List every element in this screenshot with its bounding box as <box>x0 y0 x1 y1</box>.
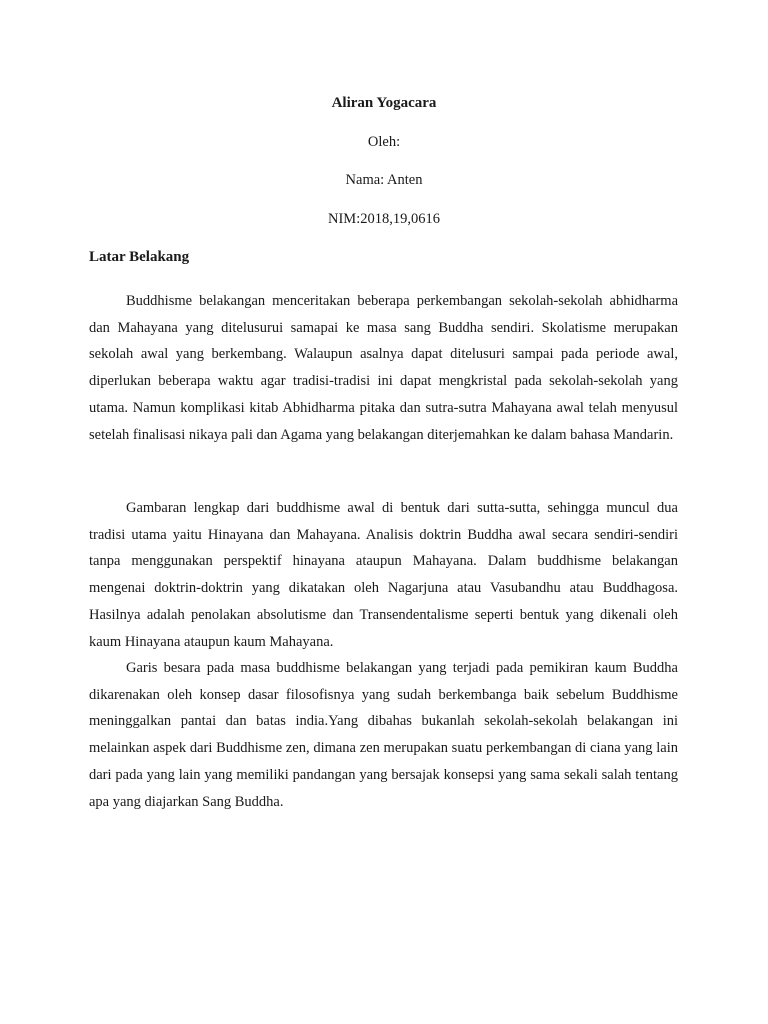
document-title: Aliran Yogacara <box>331 95 437 111</box>
author-name: Nama: Anten <box>345 172 423 188</box>
section-heading: Latar Belakang <box>89 249 190 265</box>
body-paragraph: Buddhisme belakangan menceritakan beberapa perkembangan sekolah-sekolah abhidharma dan Mahayana yang ditelusurui samapai ke masa sang Buddha sendiri. Skolatisme merupakan sekolah awal yang berkembang. Walaupun asalnya dapat ditelusuri sampai pada periode awal, diperlukan beberapa waktu agar tradisi-tradisi ini dapat mengkristal pada sekolah-sekolah yang utama. Namun komplikasi kitab Abhidharma pitaka dan sutra-sutra Mahayana awal telah menyusul setelah finalisasi nikaya pali dan Agama yang belakangan diterjemahkan ke dalam bahasa Mandarin. <box>89 293 678 443</box>
body-paragraph: Gambaran lengkap dari buddhisme awal di bentuk dari sutta-sutta, sehingga muncul dua tradisi utama yaitu Hinayana dan Mahayana. Analisis doktrin Buddha awal secara sendiri-sendiri tanpa menggunakan perspektif hinayana ataupun Mahayana. Dalam buddhisme belakangan mengenai doktrin-doktrin yang dikatakan oleh Nagarjuna atau Vasubandhu atau Buddhagosa. Hasilnya adalah penolakan absolutisme dan Transendentalisme seperti bentuk yang dikenali oleh kaum Hinayana ataupun kaum Mahayana. <box>89 500 678 650</box>
author-label: Oleh: <box>367 134 401 150</box>
author-nim: NIM:2018,19,0616 <box>328 211 440 227</box>
body-paragraph: Garis besara pada masa buddhisme belakangan yang terjadi pada pemikiran kaum Buddha dikarenakan oleh konsep dasar filosofisnya yang sudah berkembanga baik sebelum Buddhisme meninggalkan pantai dan batas india.Yang dibahas bukanlah sekolah-sekolah belakangan ini melainkan aspek dari Buddhisme zen, dimana zen merupakan suatu perkembangan di ciana yang lain dari pada yang lain yang memiliki pandangan yang bersajak konsepsi yang sama sekali salah tentang apa yang diajarkan Sang Buddha. <box>89 660 678 810</box>
